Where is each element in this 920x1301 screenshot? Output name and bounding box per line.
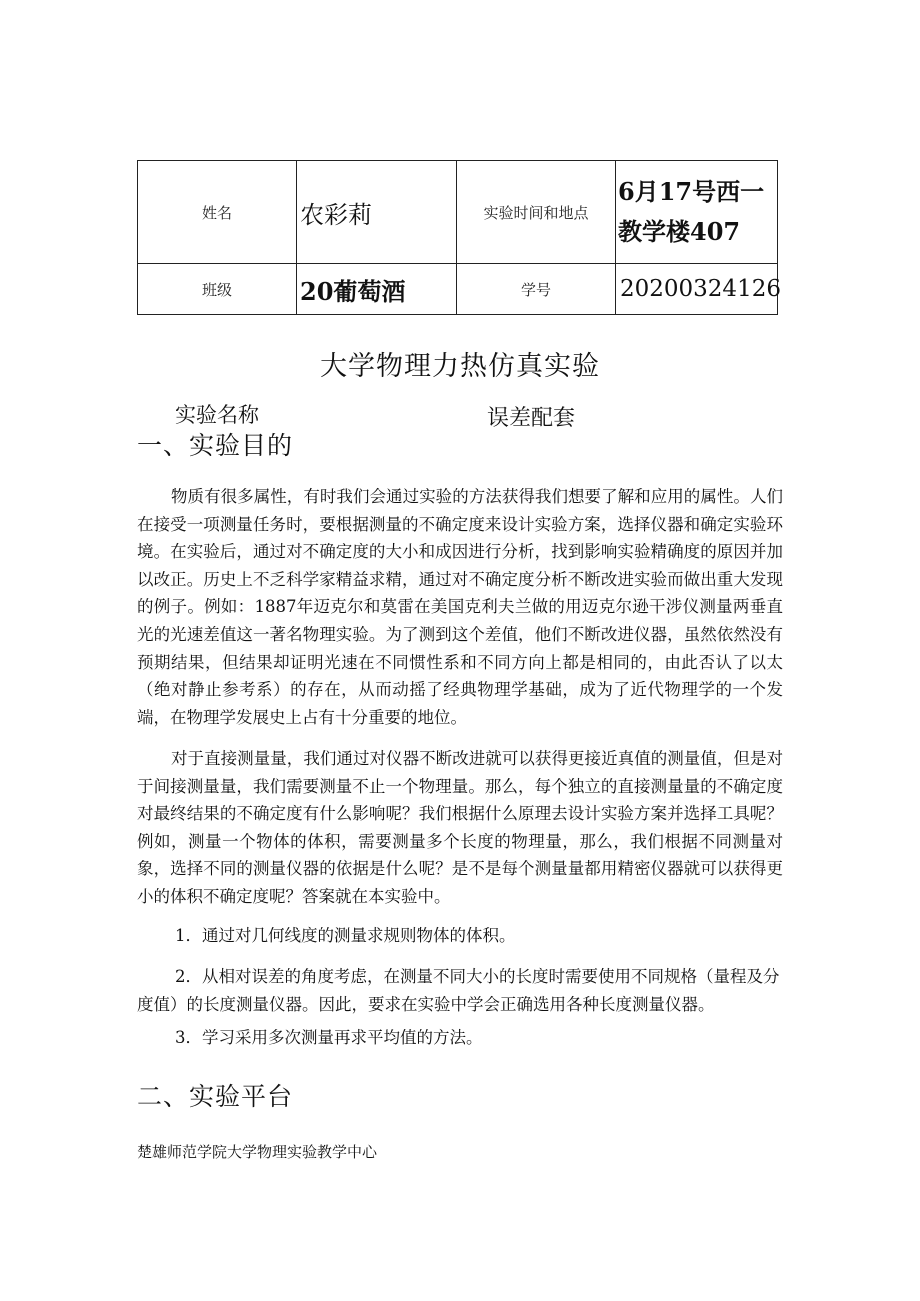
section-heading-objectives: 一、实验目的 <box>137 431 294 460</box>
experiment-name-label: 实验名称 <box>175 403 259 427</box>
objective-item-1: 1．通过对几何线度的测量求规则物体的体积。 <box>175 926 516 945</box>
section-heading-platform: 二、实验平台 <box>137 1082 294 1111</box>
class-value: 20葡萄酒 <box>297 264 457 315</box>
objectives-paragraph-2: 对于直接测量量，我们通过对仪器不断改进就可以获得更接近真值的测量值，但是对于间接测量量，我们需要测量不止一个物理量。那么，每个独立的直接测量量的不确定度对最终结果的不确定度有什么影响呢？我们根据什么原理去设计实验方案并选择工具呢？例如，测量一个物体的体积，需要测量多个长度的物理量，那么，我们根据不同测量对象，选择不同的测量仪器的依据是什么呢？是不是每个测量量都用精密仪器就可以获得更小的体积不确定度呢？答案就在本实验中。 <box>137 749 783 906</box>
experiment-name-value: 误差配套 <box>487 406 576 431</box>
table-row <box>138 264 778 315</box>
document-title: 大学物理力热仿真实验 <box>320 351 600 382</box>
table-row <box>138 161 778 264</box>
student-info-table <box>137 160 781 315</box>
name-label: 姓名 <box>138 161 297 264</box>
time-place-value: 6月17号西一教学楼407 <box>616 161 778 264</box>
class-label: 班级 <box>138 264 297 315</box>
time-place-label: 实验时间和地点 <box>457 161 616 264</box>
student-id-label: 学号 <box>457 264 616 315</box>
objectives-paragraph-1: 物质有很多属性，有时我们会通过实验的方法获得我们想要了解和应用的属性。人们在接受一项测量任务时，要根据测量的不确定度来设计实验方案，选择仪器和确定实验环境。在实验后，通过对不确定度的大小和成因进行分析，找到影响实验精确度的原因并加以改正。历史上不乏科学家精益求精，通过对不确定度分析不断改进实验而做出重大发现的例子。例如：1887年迈克尔和莫雷在美国克利夫兰做的用迈克尔逊干涉仪测量两垂直光的光速差值这一著名物理实验。为了测到这个差值，他们不断改进仪器，虽然依然没有预期结果，但结果却证明光速在不同惯性系和不同方向上都是相同的，由此否认了以太（绝对静止参考系）的存在，从而动摇了经典物理学基础，成为了近代物理学的一个发端，在物理学发展史上占有十分重要的地位。 <box>137 487 783 727</box>
name-value: 农彩莉 <box>297 161 457 264</box>
student-id-value: 20200324126 <box>616 264 778 315</box>
objective-item-2: 2．从相对误差的角度考虑，在测量不同大小的长度时需要使用不同规格（量程及分度值）的长度测量仪器。因此，要求在实验中学会正确选用各种长度测量仪器。 <box>137 967 780 1014</box>
objective-item-3: 3．学习采用多次测量再求平均值的方法。 <box>175 1028 483 1047</box>
platform-text: 楚雄师范学院大学物理实验教学中心 <box>137 1143 378 1161</box>
